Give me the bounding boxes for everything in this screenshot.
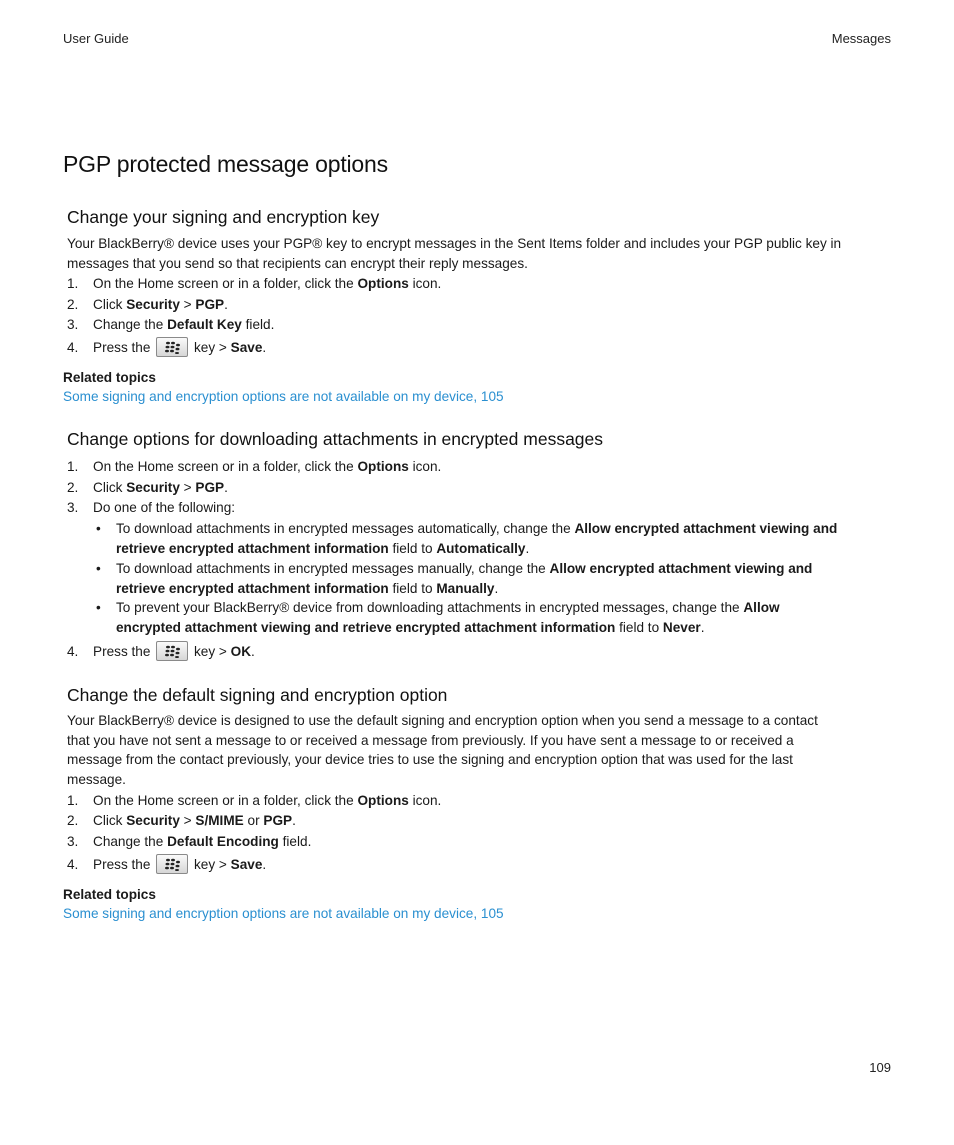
step-number: 4. (67, 857, 79, 872)
ui-term: Options (357, 459, 409, 474)
intro-line: Your BlackBerry® device uses your PGP® key to encrypt messages in the Sent Items folder and includes your PGP public key in (67, 236, 842, 251)
blackberry-menu-key-icon (156, 854, 188, 874)
step-3 (67, 498, 235, 518)
ui-term: Options (357, 276, 409, 291)
section-intro (67, 711, 887, 790)
section-heading-change-key: Change your signing and encryption key (67, 207, 380, 227)
ui-term: retrieve encrypted attachment information (116, 580, 389, 596)
step-2 (67, 478, 228, 498)
step-text: On the Home screen or in a folder, click the (93, 459, 358, 474)
ui-term: Allow encrypted attachment viewing and (549, 561, 813, 576)
step-1 (67, 791, 441, 811)
step-text: Click (93, 297, 127, 312)
intro-line: message. (67, 772, 126, 788)
step-4 (67, 641, 255, 662)
step-text: field. (241, 317, 275, 332)
step-1 (67, 274, 441, 294)
bullet-item (96, 598, 896, 637)
step-text: Click (93, 813, 127, 828)
bullet-text: To prevent your BlackBerry® device from downloading attachments in encrypted messages, change the (116, 600, 744, 615)
step-text: Do one of the following: (93, 500, 236, 515)
bullet-dot: • (96, 600, 101, 615)
ui-term: Options (357, 793, 409, 808)
step-text: Change the (93, 317, 168, 332)
blackberry-menu-key-icon (156, 641, 188, 661)
bullet-text: To download attachments in encrypted messages manually, change the (116, 561, 550, 576)
bullet-item (96, 519, 896, 558)
ui-term: Allow (743, 600, 780, 615)
step-text: On the Home screen or in a folder, click the (93, 276, 358, 291)
blackberry-menu-key-icon (156, 337, 188, 357)
bullet-text: . (525, 540, 530, 556)
related-topic-link[interactable]: Some signing and encryption options are not available on my device, 105 (63, 906, 504, 921)
intro-line: that you have not sent a message to or received a message from previously. If you have sent a message to or received a (67, 732, 794, 748)
step-number: 1. (67, 459, 79, 474)
ui-term: OK (230, 644, 252, 659)
step-3 (67, 832, 311, 852)
step-text: or (243, 813, 264, 828)
step-text: . (262, 857, 267, 872)
step-3 (67, 315, 274, 335)
bullet-item (96, 559, 896, 598)
step-text: Press the (93, 340, 155, 355)
step-number: 2. (67, 813, 79, 828)
ui-term: PGP (263, 813, 293, 828)
step-text: . (224, 297, 228, 312)
ui-term: PGP (195, 480, 225, 495)
step-text: key > (190, 340, 231, 355)
step-number: 3. (67, 500, 79, 515)
step-text: key > (190, 857, 231, 872)
page-title: PGP protected message options (63, 151, 388, 177)
step-number: 3. (67, 834, 79, 849)
step-4 (67, 854, 266, 875)
step-text: On the Home screen or in a folder, click the (93, 793, 358, 808)
step-text: Click (93, 480, 127, 495)
ui-term: Default Encoding (167, 834, 279, 849)
step-number: 4. (67, 340, 79, 355)
section-intro (67, 234, 887, 273)
step-text: > (179, 480, 196, 495)
ui-term: Security (126, 480, 180, 495)
step-text: key > (190, 644, 231, 659)
section-heading-default-option: Change the default signing and encryption option (67, 685, 448, 705)
ui-term: Security (126, 297, 180, 312)
step-text: > (179, 813, 196, 828)
intro-line: messages that you send so that recipients can encrypt their reply messages. (67, 255, 528, 271)
step-text: Press the (93, 857, 155, 872)
step-2 (67, 811, 296, 831)
related-topic-link[interactable]: Some signing and encryption options are not available on my device, 105 (63, 389, 504, 404)
ui-term: Automatically (436, 540, 526, 556)
ui-term: encrypted attachment viewing and retrieve encrypted attachment information (116, 619, 616, 635)
step-number: 1. (67, 793, 79, 808)
step-1 (67, 457, 441, 477)
step-number: 1. (67, 276, 79, 291)
step-text: icon. (408, 276, 442, 291)
step-text: . (251, 644, 255, 659)
ui-term: Manually (436, 580, 495, 596)
step-number: 4. (67, 644, 79, 659)
step-text: Press the (93, 644, 155, 659)
step-text: . (224, 480, 228, 495)
step-text: icon. (408, 793, 442, 808)
ui-term: PGP (195, 297, 225, 312)
step-2 (67, 295, 228, 315)
related-topics-label: Related topics (63, 370, 156, 385)
bullet-text: To download attachments in encrypted messages automatically, change the (116, 521, 575, 536)
page-number: 109 (869, 1060, 891, 1075)
step-text: > (179, 297, 196, 312)
step-text: field. (278, 834, 312, 849)
bullet-text: field to (615, 619, 663, 635)
ui-term: Security (126, 813, 180, 828)
step-text: Change the (93, 834, 168, 849)
step-number: 3. (67, 317, 79, 332)
step-text: icon. (408, 459, 442, 474)
running-header-left: User Guide (63, 31, 129, 46)
step-text: . (292, 813, 296, 828)
bullet-text: . (494, 580, 499, 596)
ui-term: Default Key (167, 317, 242, 332)
intro-line: Your BlackBerry® device is designed to use the default signing and encryption option when you send a message to a contact (67, 713, 818, 728)
ui-term: retrieve encrypted attachment information (116, 540, 389, 556)
ui-term: Save (230, 857, 263, 872)
bullet-text: field to (388, 540, 437, 556)
bullet-dot: • (96, 521, 101, 536)
step-text: . (262, 340, 267, 355)
ui-term: Never (662, 619, 701, 635)
related-topics-label: Related topics (63, 887, 156, 902)
bullet-dot: • (96, 561, 101, 576)
bullet-text: field to (388, 580, 437, 596)
intro-line: message from the contact previously, your device tries to use the signing and encryption option that was used for the last (67, 752, 793, 768)
step-number: 2. (67, 297, 79, 312)
step-number: 2. (67, 480, 79, 495)
bullet-text: . (700, 619, 705, 635)
section-heading-attachments: Change options for downloading attachments in encrypted messages (67, 429, 604, 449)
ui-term: S/MIME (195, 813, 244, 828)
step-4 (67, 337, 266, 358)
ui-term: Save (230, 340, 263, 355)
ui-term: Allow encrypted attachment viewing and (574, 521, 838, 536)
running-header-right: Messages (831, 31, 891, 46)
